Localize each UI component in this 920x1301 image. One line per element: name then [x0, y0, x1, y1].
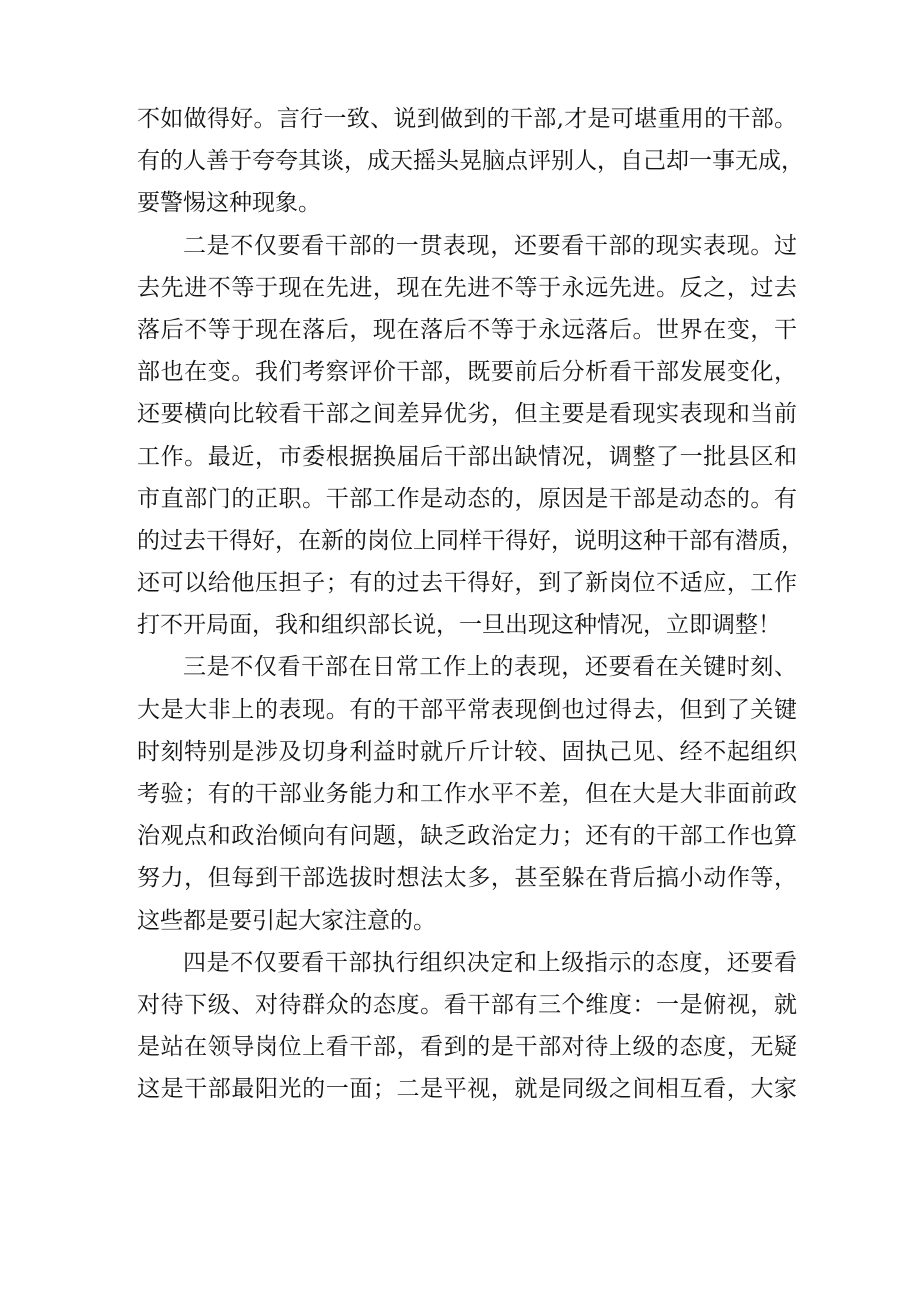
paragraph-2: [137, 225, 804, 647]
text-line: 努力，但每到干部选拔时想法太多，甚至躲在背后搞小动作等，: [137, 865, 797, 892]
text-line: 时刻特别是涉及切身利益时就斤斤计较、固执己见、经不起组织: [137, 738, 797, 765]
text-line: 治观点和政治倾向有问题，缺乏政治定力；还有的干部工作也算: [137, 823, 797, 850]
text-line: 去先进不等于现在先进，现在先进不等于永远先进。反之，过去: [137, 274, 797, 301]
paragraph-1: [137, 98, 804, 225]
text-line: 要警惕这种现象。: [137, 190, 321, 217]
text-line: 对待下级、对待群众的态度。看干部有三个维度：一是俯视，就: [137, 991, 797, 1018]
text-line: 四是不仅要看干部执行组织决定和上级指示的态度，还要看: [183, 949, 797, 976]
text-line: 二是不仅要看干部的一贯表现，还要看干部的现实表现。过: [183, 232, 797, 259]
text-line: 是站在领导岗位上看干部，看到的是干部对待上级的态度，无疑: [137, 1034, 797, 1061]
text-line: 还要横向比较看干部之间差异优劣，但主要是看现实表现和当前: [137, 401, 797, 428]
text-line: 不如做得好。言行一致、说到做到的干部,才是可堪重用的干部。: [137, 106, 797, 132]
text-line: 工作。最近，市委根据换届后干部出缺情况，调整了一批县区和: [137, 443, 797, 470]
text-line: 打不开局面，我和组织部长说，一旦出现这种情况，立即调整！: [137, 612, 781, 639]
text-line: 这些都是要引起大家注意的。: [137, 907, 436, 934]
text-line: 这是干部最阳光的一面；二是平视，就是同级之间相互看，大家: [137, 1076, 797, 1103]
paragraph-3: [137, 646, 797, 941]
text-line: 三是不仅看干部在日常工作上的表现，还要看在关键时刻、: [183, 654, 797, 681]
text-line: 落后不等于现在落后，现在落后不等于永远落后。世界在变，干: [137, 316, 797, 343]
document-body: [137, 98, 804, 1111]
text-line: 市直部门的正职。干部工作是动态的，原因是干部是动态的。有: [137, 485, 797, 512]
text-line: 的过去干得好，在新的岗位上同样干得好，说明这种干部有潜质，: [137, 527, 804, 554]
text-line: 部也在变。我们考察评价干部，既要前后分析看干部发展变化，: [137, 359, 797, 386]
text-line: 考验；有的干部业务能力和工作水平不差，但在大是大非面前政: [137, 781, 797, 807]
text-line: 还可以给他压担子；有的过去干得好，到了新岗位不适应，工作: [137, 570, 797, 597]
text-line: 有的人善于夸夸其谈，成天摇头晃脑点评别人，自己却一事无成，: [137, 148, 804, 175]
paragraph-4: [137, 942, 797, 1111]
text-line: 大是大非上的表现。有的干部平常表现倒也过得去，但到了关键: [137, 696, 797, 723]
